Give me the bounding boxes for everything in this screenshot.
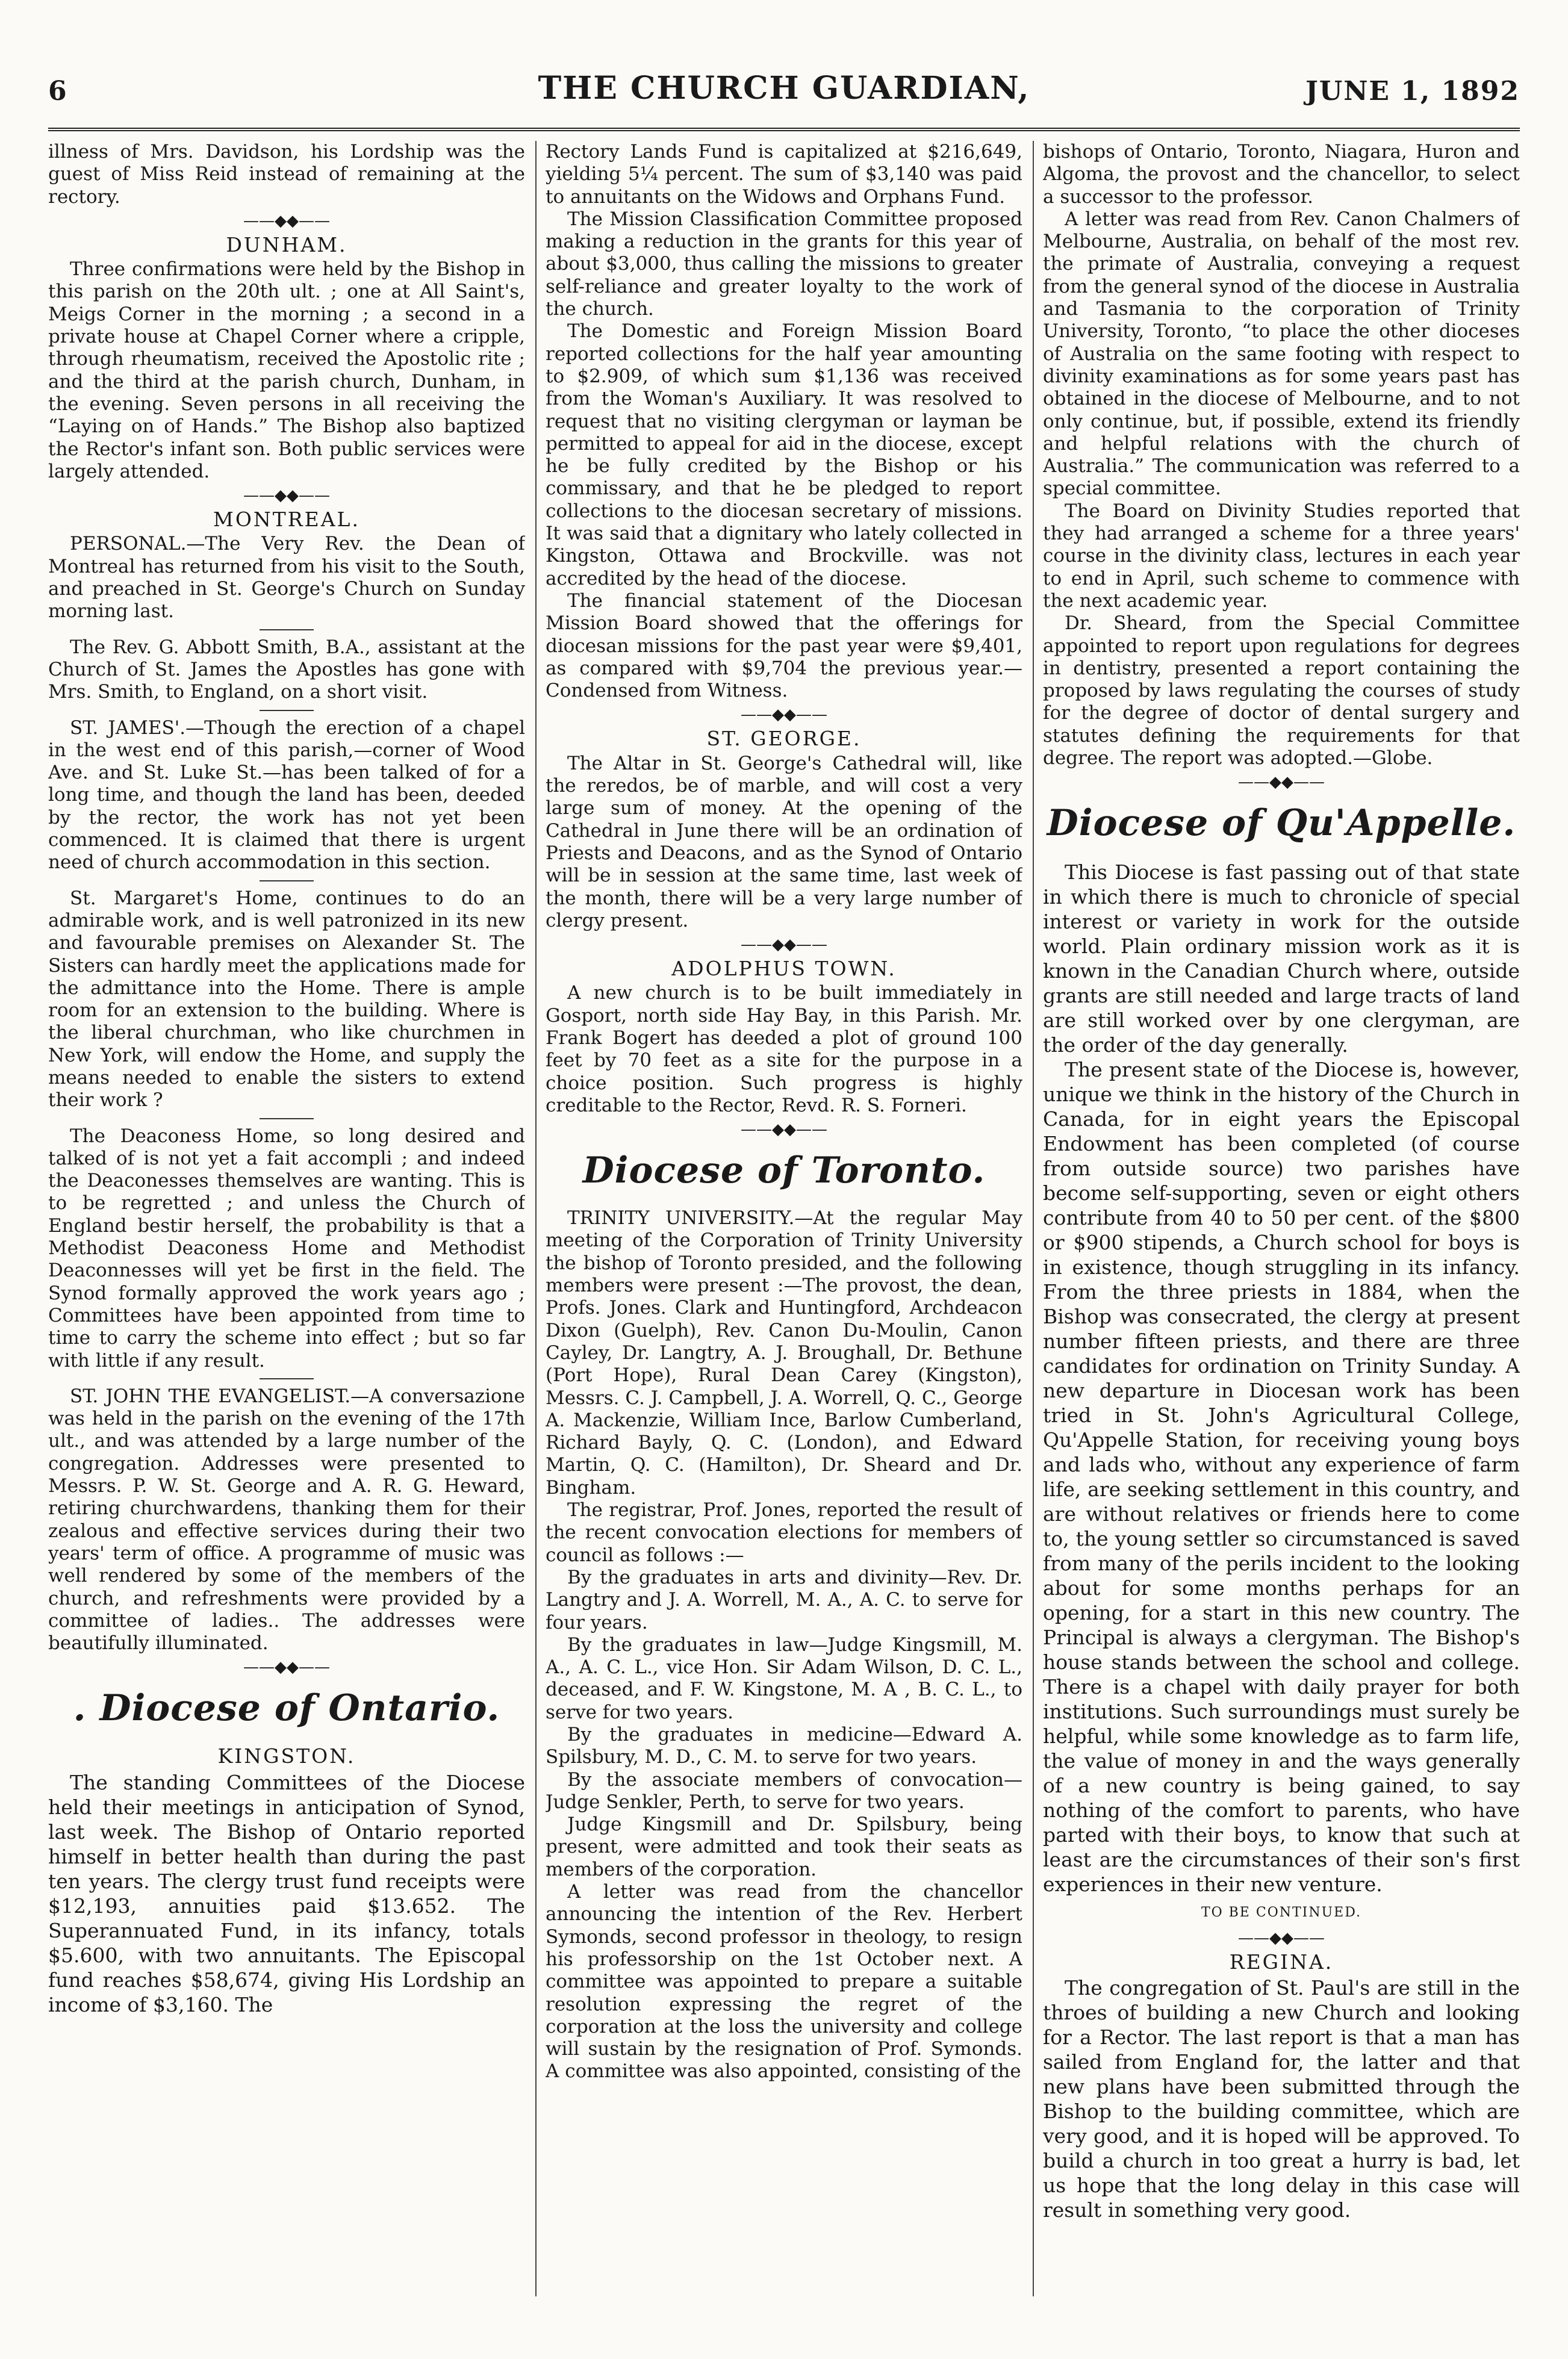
paragraph-domestic-foreign: The Domestic and Foreign Mission Board reported collections for the half year amounting to $2.909, of which sum $1,136 was received from the Woman's Auxiliary. It was resolved to request that no visiting clergyman or layman be permitted to appeal for aid in the diocese, except he be fully credited by the Bishop or his commissary, and that he be pledged to report collections to the diocesan secretary of missions. It was said that a dignitary who lately collected in Kingston, Ottawa and Brockville. was not accredited by the head of the diocese. (546, 320, 1022, 589)
paragraph-bishops: bishops of Ontario, Toronto, Niagara, Huron and Algoma, the provost and the chancellor, to select a successor to the professor. (1043, 141, 1520, 208)
section-ornament: ——◆◆—— (1238, 773, 1325, 792)
paragraph-dunham: Three confirmations were held by the Bishop in this parish on the 20th ult. ; one at All Saint's, Meigs Corner in the morning ; a second in a private house at Chapel Corner where a cripple, through rheumatism, received the Apostolic rite ; and the third at the parish church, Dunham, in the evening. Seven persons in all receiving the “Laying on of Hands.” The Bishop also baptized the Rector's infant son. Both public services were largely attended. (48, 258, 525, 482)
paragraph-st-james: ST. JAMES'.—Though the erection of a chapel in the west end of this parish,—corner of Wood Ave. and St. Luke St.—has been talked of for a long time, and though the land has been, deeded by the rector, the work has not yet been commenced. It is claimed that there is urgent need of church accommodation in this section. (48, 716, 525, 874)
heading-adolphus-town: ADOLPHUS TOWN. (671, 957, 897, 981)
section-ornament: ——◆◆—— (741, 1120, 827, 1139)
paragraph-st-margarets-home: St. Margaret's Home, continues to do an admirable work, and is well patronized in its new and favourable premises on Alexander St. The Sisters can hardly meet the applications made for the admittance into the Home. There is ample room for an extension to the building. Where is the liberal churchman, who like churchmen in New York, will endow the Home, and supply the means needed to enable the sisters to extend their work ? (48, 887, 525, 1111)
heading-diocese-toronto: Diocese of Toronto. (582, 1149, 986, 1192)
header-rule (48, 128, 1520, 131)
section-ornament: ——◆◆—— (243, 1658, 330, 1677)
short-rule (260, 710, 314, 711)
page-number: 6 (48, 76, 67, 107)
heading-kingston: KINGSTON. (217, 1744, 356, 1768)
paragraph-arts-divinity: By the graduates in arts and divinity—Rev. Dr. Langtry and J. A. Worrell, M. A., A. C. to serve for four years. (546, 1566, 1022, 1633)
paragraph-st-george: The Altar in St. George's Cathedral will, like the reredos, be of marble, and will cost a very large sum of money. At the opening of the Cathedral in June there will be an ordination of Priests and Deacons, and as the Synod of Ontario will be in session at the same time, last week of the month, there will be a very large number of clergy present. (546, 752, 1022, 931)
heading-dunham: DUNHAM. (226, 232, 347, 256)
paragraph-registrar: The registrar, Prof. Jones, reported the result of the recent convocation elections for members of council as follows :— (546, 1499, 1022, 1566)
section-ornament: ——◆◆—— (243, 486, 330, 505)
issue-date: JUNE 1, 1892 (1305, 76, 1520, 107)
paragraph-regina: The congregation of St. Paul's are still in the throes of building a new Church and looking for a Rector. The last report is that a man has sailed from England for, the latter and that new plans have been submitted through the Bishop to the building committee, which are very good, and it is hoped will be approved. To build a church in too great a hurry is bad, let us hope that the long delay in this case will result in something very good. (1043, 1975, 1520, 2222)
masthead-title: THE CHURCH GUARDIAN, (538, 70, 1030, 107)
heading-diocese-quappelle: Diocese of Qu'Appelle. (1047, 802, 1516, 845)
paragraph-associate-members: By the associate members of convocation—Judge Senkler, Perth, to serve for two years. (546, 1768, 1022, 1813)
paragraph-chalmers-letter: A letter was read from Rev. Canon Chalmers of Melbourne, Australia, on behalf of the most rev. the primate of Australia, conveying a request from the general synod of the diocese in Australia and Tasmania to the corporation of Trinity University, Toronto, “to place the other dioceses of Australia on the same footing with respect to divinity examinations as for some years past has obtained in the diocese of Melbourne, and to not only continue, but, if possible, extend its friendly and helpful relations with the church of Australia.” The communication was referred to a special committee. (1043, 208, 1520, 500)
paragraph-mission-classification: The Mission Classification Committee proposed making a reduction in the grants for this year of about $3,000, thus calling the missions to greater self-reliance and greater loyalty to the work of the church. (546, 208, 1022, 320)
paragraph-abbott-smith: The Rev. G. Abbott Smith, B.A., assistant at the Church of St. James the Apostles has gone with Mrs. Smith, to England, on a short visit. (48, 636, 525, 703)
paragraph-intro: illness of Mrs. Davidson, his Lordship was the guest of Miss Reid instead of remaining at the rectory. (48, 141, 525, 208)
heading-diocese-ontario: . Diocese of Ontario. (73, 1687, 500, 1730)
short-rule (260, 629, 314, 630)
paragraph-st-john-evangelist: ST. JOHN THE EVANGELIST.—A conversazione was held in the parish on the evening of the 17th ult., and was attended by a large number of the congregation. Addresses were presented to Messrs. P. W. St. George and A. R. G. Heward, retiring churchwardens, thanking them for their zealous and effective services during their two years' term of office. A programme of music was well rendered by some of the members of the church, and refreshments were provided by a committee of ladies.. The addresses were beautifully illuminated. (48, 1385, 525, 1655)
paragraph-present-state: The present state of the Diocese is, however, unique we think in the history of the Church in Canada, for in eight years the Episcopal Endowment has been completed (of course from outside source) two parishes have become self-supporting, seven or eight others contribute from 40 to 50 per cent. of the $800 or $900 stipends, a Church school for boys is in existence, though struggling in its infancy. From the three priests in 1884, when the Bishop was consecrated, the clergy at present number fifteen priests, and there are three candidates for ordination on Trinity Sunday. A new departure in Diocesan work has been tried in St. John's Agricultural College, Qu'Appelle Station, for receiving young boys and lads who, without any experience of farm life, are seeking settlement in this country, and are without relatives or friends here to come to, the young settler so circumstanced is saved from many of the perils incident to the looking about for some months perhaps for an opening, for a start in this new country. The Principal is always a clergyman. The Bishop's house stands between the school and college. There is a chapel with daily prayer for both institutions. Such surroundings must surely be helpful, while some knowledge as to farm life, the value of money in and the ways generally of a new country is being gained, to say nothing of the comfort to parents, who have parted with their boys, to know that such at least are the circumstances of their son's first experiences in their new venture. (1043, 1058, 1520, 1897)
paragraph-personal: PERSONAL.—The Very Rev. the Dean of Montreal has returned from his visit to the South, and preached in St. George's Church on Sunday morning last. (48, 533, 525, 623)
short-rule (260, 1378, 314, 1379)
heading-st-george: ST. GEORGE. (706, 727, 862, 751)
column-divider (535, 141, 537, 2296)
paragraph-sheard-dentistry: Dr. Sheard, from the Special Committee appointed to report upon regulations for degrees in dentistry, presented a report containing the proposed by laws regulating the courses of study for the degree of doctor of dental surgery and statutes defining the requirements for that degree. The report was adopted.—Globe. (1043, 612, 1520, 769)
paragraph-trinity-university: TRINITY UNIVERSITY.—At the regular May meeting of the Corporation of Trinity University the bishop of Toronto presided, and the following members were present :—The provost, the dean, Profs. Jones. Clark and Huntingford, Archdeacon Dixon (Guelph), Rev. Canon Du-Moulin, Canon Cayley, Dr. Langtry, A. J. Broughall, Dr. Bethune (Port Hope), Rural Dean Carey (Kingston), Messrs. C. J. Campbell, J. A. Worrell, Q. C., George A. Mackenzie, William Ince, Barlow Cumberland, Richard Bayly, Q. C. (London), and Edward Martin, Q. C. (Hamilton), Dr. Sheard and Dr. Bingham. (546, 1207, 1022, 1499)
short-rule (260, 1118, 314, 1119)
article-columns (48, 141, 1520, 2296)
paragraph-law: By the graduates in law—Judge Kingsmill, M. A., A. C. L., vice Hon. Sir Adam Wilson, D. C. L., deceased, and F. W. Kingstone, M. A , B. C. L., to serve for two years. (546, 1633, 1022, 1723)
paragraph-deaconess-home: The Deaconess Home, so long desired and talked of is not yet a fait accompli ; and indeed the Deaconesses themselves are wanting. This is to be regretted ; and unless the Church of England bestir herself, the probability is that a Methodist Deaconess Home and Methodist Deaconnesses will yet be first in the field. The Synod formally approved the work years ago ; Committees have been appointed from time to time to carry the scheme into effect ; but so far with little if any result. (48, 1125, 525, 1372)
paragraph-rectory-lands: Rectory Lands Fund is capitalized at $216,649, yielding 5¼ percent. The sum of $3,140 was paid to annuitants on the Widows and Orphans Fund. (546, 141, 1022, 208)
heading-regina: REGINA. (1229, 1950, 1334, 1974)
section-ornament: ——◆◆—— (243, 211, 330, 230)
column-1 (48, 141, 525, 2296)
paragraph-admitted: Judge Kingsmill and Dr. Spilsbury, being present, were admitted and took their seats as members of the corporation. (546, 1814, 1022, 1880)
section-ornament: ——◆◆—— (1238, 1929, 1325, 1947)
paragraph-kingston: The standing Committees of the Diocese held their meetings in anticipation of Synod, last week. The Bishop of Ontario reported himself in better health than during the past ten years. The clergy trust fund receipts were $12,193, annuities paid $13.652. The Superannuated Fund, in its infancy, totals $5.600, with two annuitants. The Episcopal fund reaches $58,674, giving His Lordship an income of $3,160. The (48, 1770, 525, 2016)
paragraph-divinity-board: The Board on Divinity Studies reported that they had arranged a scheme for a three years' course in the divinity class, lectures in each year to end in April, such scheme to commence with the next academic year. (1043, 500, 1520, 612)
short-rule (260, 880, 314, 881)
paragraph-passing: This Diocese is fast passing out of that state in which there is much to chronicle of special interest or variety in work for the outside world. Plain ordinary mission work as it is known in the Canadian Church where, outside grants are still needed and large tracts of land are still worked over by one clergyman, are the order of the day generally. (1043, 860, 1520, 1057)
to-be-continued: TO BE CONTINUED. (1201, 1905, 1362, 1921)
paragraph-adolphus-town: A new church is to be built immediately in Gosport, north side Hay Bay, in this Parish. Mr. Frank Bogert has deeded a plot of ground 100 feet by 70 feet as a site for the purpose in a choice position. Such progress is highly creditable to the Rector, Revd. R. S. Forneri. (546, 982, 1022, 1116)
section-ornament: ——◆◆—— (741, 936, 827, 954)
column-3 (1043, 141, 1520, 2296)
paragraph-medicine: By the graduates in medicine—Edward A. Spilsbury, M. D., C. M. to serve for two years. (546, 1724, 1022, 1768)
column-2 (546, 141, 1022, 2296)
section-ornament: ——◆◆—— (741, 706, 827, 724)
paragraph-chancellor-letter: A letter was read from the chancellor announcing the intention of the Rev. Herbert Symonds, second professor in theology, to resign his professorship on the 1st October next. A committee was appointed to prepare a suitable resolution expressing the regret of the corporation at the loss the university and college will sustain by the resignation of Prof. Symonds. A committee was also appointed, consisting of the (546, 1881, 1022, 2083)
paragraph-financial-statement: The financial statement of the Diocesan Mission Board showed that the offerings for diocesan missions for the past year were $9,401, as compared with $9,704 the previous year.—Condensed from Witness. (546, 589, 1022, 702)
heading-montreal: MONTREAL. (213, 508, 360, 532)
page-header (48, 58, 1520, 124)
column-divider (1033, 141, 1034, 2296)
